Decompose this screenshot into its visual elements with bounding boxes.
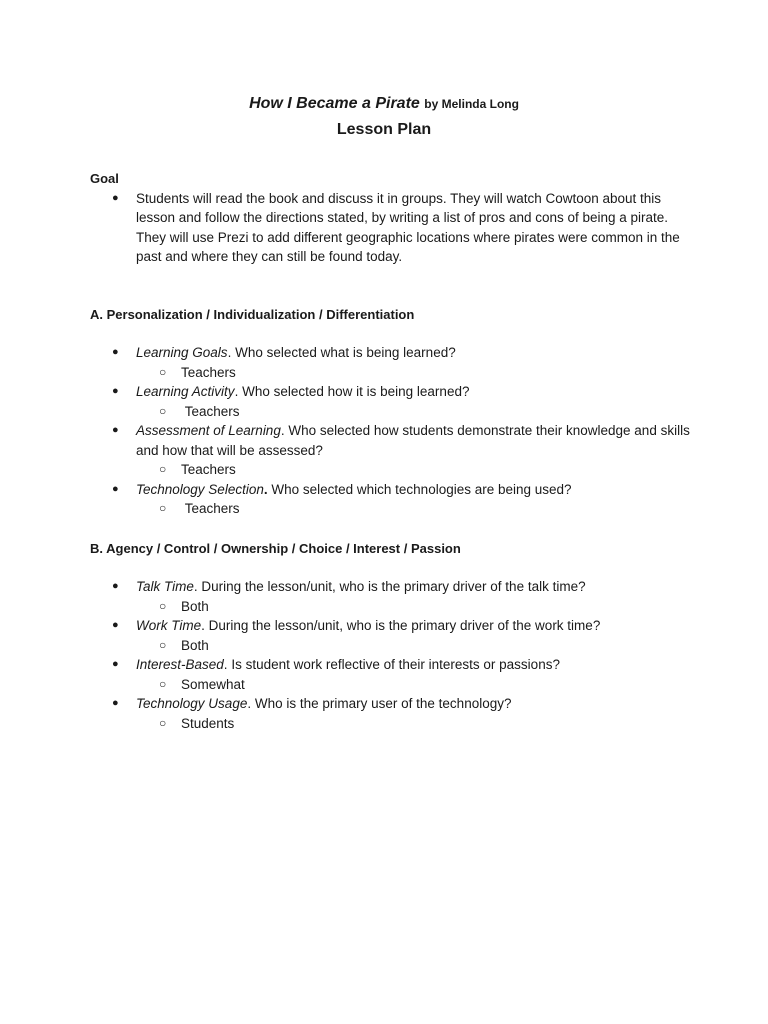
item-answer: Both <box>181 637 209 653</box>
item-term: Learning Goals <box>136 345 228 360</box>
item-question: Who selected what is being learned? <box>235 345 456 360</box>
bullet-icon: ● <box>112 346 119 358</box>
item-answer: Somewhat <box>181 676 245 692</box>
answer-list <box>136 714 690 734</box>
answer-item <box>136 636 690 656</box>
sub-bullet-icon: ○ <box>159 462 167 476</box>
item-question: Who is the primary user of the technology? <box>254 696 512 711</box>
sub-bullet-icon: ○ <box>159 501 167 515</box>
list-item <box>90 421 690 480</box>
answer-list <box>136 499 690 519</box>
list-item <box>90 480 690 519</box>
item-term: Technology Usage <box>136 696 248 711</box>
item-term: Interest-Based <box>136 657 224 672</box>
term-punct: . <box>247 696 255 711</box>
bullet-icon: ● <box>112 191 119 204</box>
book-title: How I Became a Pirate <box>249 95 420 112</box>
item-question: During the lesson/unit, who is the primary driver of the talk time? <box>201 579 586 594</box>
item-term: Work Time <box>136 618 202 633</box>
book-author: by Melinda Long <box>424 97 519 111</box>
term-punct: . <box>193 579 202 594</box>
item-question: Is student work reflective of their interests or passions? <box>231 657 560 672</box>
item-question: Who selected how it is being learned? <box>242 384 470 399</box>
list-item <box>90 694 690 733</box>
item-question: Who selected which technologies are being used? <box>271 481 572 497</box>
item-answer: Teachers <box>181 462 236 477</box>
bullet-icon: ● <box>112 482 119 495</box>
answer-item <box>136 460 690 480</box>
term-punct: . <box>263 481 272 497</box>
section-b-list <box>90 577 690 733</box>
list-item <box>90 343 690 382</box>
section-a-heading: A. Personalization / Individualization / Differentiation <box>90 306 415 322</box>
item-answer: Teachers <box>184 403 240 419</box>
sub-bullet-icon: ○ <box>159 715 167 730</box>
item-question: Who selected how students demonstrate their knowledge and skills and how that will be assessed? <box>136 423 690 458</box>
item-answer: Both <box>181 598 209 614</box>
bullet-icon: ● <box>112 697 119 709</box>
answer-list <box>136 363 690 383</box>
document-subtitle: Lesson Plan <box>336 121 432 138</box>
item-question: During the lesson/unit, who is the primary driver of the work time? <box>208 618 601 633</box>
bullet-icon: ● <box>112 658 119 670</box>
sub-bullet-icon: ○ <box>159 598 167 613</box>
section-b-heading: B. Agency / Control / Ownership / Choice / Interest / Passion <box>90 540 461 556</box>
answer-item <box>136 499 690 519</box>
bullet-icon: ● <box>112 619 119 631</box>
bullet-icon: ● <box>112 424 119 436</box>
item-term: Assessment of Learning <box>136 423 281 438</box>
section-a-list <box>90 343 690 519</box>
answer-list <box>136 460 690 480</box>
term-punct: . <box>223 657 232 672</box>
answer-item <box>136 402 690 422</box>
item-term: Learning Activity <box>136 384 235 399</box>
document-body <box>90 169 690 733</box>
answer-item <box>136 714 690 734</box>
answer-item <box>136 363 690 383</box>
sub-bullet-icon: ○ <box>159 403 167 418</box>
term-punct: . <box>227 345 236 360</box>
item-term: Technology Selection <box>136 481 264 497</box>
term-punct: . <box>234 384 243 399</box>
sub-bullet-icon: ○ <box>159 364 167 379</box>
document-title <box>0 94 768 114</box>
item-term: Talk Time <box>136 579 194 594</box>
bullet-icon: ● <box>112 385 119 397</box>
item-answer: Students <box>181 715 235 731</box>
answer-list <box>136 597 690 617</box>
list-item <box>90 577 690 616</box>
list-item <box>90 616 690 655</box>
item-answer: Teachers <box>184 501 240 516</box>
list-item <box>90 382 690 421</box>
term-punct: . <box>201 618 209 633</box>
bullet-icon: ● <box>112 580 119 592</box>
goal-list <box>90 189 690 267</box>
sub-bullet-icon: ○ <box>159 637 167 652</box>
term-punct: . <box>280 423 289 438</box>
goal-text: Students will read the book and discuss it in groups. They will watch Cowtoon about this lesson and follow the directions stated, by writing a list of pros and cons of being a pirate. They will use Prezi to add different geographic locations where pirates were common in the past and where they can still be found today. <box>136 190 680 264</box>
answer-list <box>136 675 690 695</box>
goal-heading: Goal <box>90 171 119 186</box>
sub-bullet-icon: ○ <box>159 676 167 691</box>
answer-list <box>136 402 690 422</box>
goal-item <box>90 189 690 267</box>
answer-item <box>136 597 690 617</box>
list-item <box>90 655 690 694</box>
answer-item <box>136 675 690 695</box>
answer-list <box>136 636 690 656</box>
item-answer: Teachers <box>181 364 236 380</box>
